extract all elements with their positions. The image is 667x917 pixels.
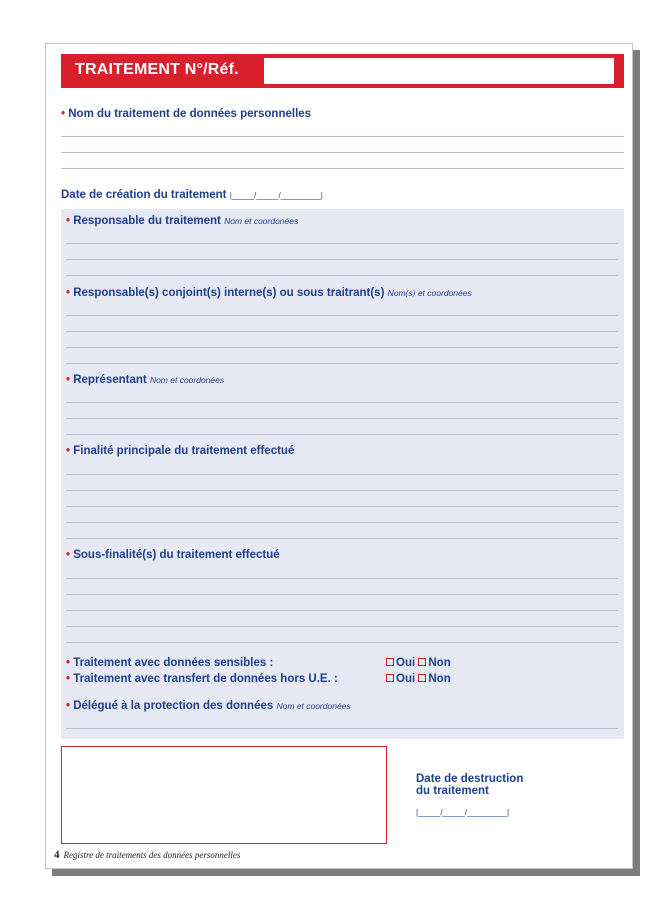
nom-line[interactable] — [61, 136, 624, 137]
destruction-title: Date de destruction du traitement — [416, 773, 524, 797]
finalite-line[interactable] — [66, 522, 618, 523]
checkbox-icon[interactable] — [386, 658, 394, 666]
representant-line[interactable] — [66, 418, 618, 419]
responsable-line[interactable] — [66, 259, 618, 260]
sensibles-label: • Traitement avec données sensibles : — [66, 657, 274, 669]
delegue-hint: Nom et coordonées — [276, 701, 351, 711]
sensibles-non: Non — [428, 657, 451, 669]
representant-label: • Représentant Nom et coordonées — [66, 374, 225, 386]
reference-input[interactable] — [264, 58, 614, 84]
bullet-icon: • — [66, 700, 71, 712]
representant-line[interactable] — [66, 402, 618, 403]
header-title: TRAITEMENT N°/Réf. — [75, 61, 239, 78]
bullet-icon: • — [66, 657, 71, 669]
nom-line[interactable] — [61, 152, 624, 153]
bullet-icon: • — [66, 374, 71, 386]
finalite-line[interactable] — [66, 490, 618, 491]
conjoint-line[interactable] — [66, 315, 618, 316]
checkbox-icon[interactable] — [386, 674, 394, 682]
page-footer — [54, 849, 240, 861]
representant-line[interactable] — [66, 434, 618, 435]
bullet-icon: • — [66, 215, 71, 227]
finalite-line[interactable] — [66, 506, 618, 507]
stamp-box[interactable] — [61, 746, 387, 844]
bullet-icon: • — [61, 108, 66, 120]
sous-finalite-line[interactable] — [66, 642, 618, 643]
finalite-line[interactable] — [66, 474, 618, 475]
conjoint-label: • Responsable(s) conjoint(s) interne(s) ou sous traitrant(s) Nom(s) et coordonées — [66, 287, 472, 299]
date-creation-field[interactable]: |_____/_____/_________| — [229, 191, 323, 200]
representant-hint: Nom et coordonées — [149, 375, 225, 385]
nom-label: • Nom du traitement de données personnelles — [61, 108, 312, 120]
responsable-hint: Nom et coordonées — [224, 216, 299, 226]
form-page — [45, 43, 633, 869]
responsable-label: • Responsable du traitement Nom et coordonées — [66, 215, 299, 227]
footer-text: Registre de traitements des données personnelles — [63, 850, 241, 860]
transfert-options — [386, 673, 451, 685]
sous-finalite-line[interactable] — [66, 610, 618, 611]
delegue-label: • Délégué à la protection des données Nom et coordonées — [66, 700, 351, 712]
conjoint-line[interactable] — [66, 331, 618, 332]
bullet-icon: • — [66, 445, 71, 457]
sous-finalite-line[interactable] — [66, 594, 618, 595]
delegue-line[interactable] — [66, 728, 618, 729]
sensibles-oui: Oui — [396, 657, 416, 669]
date-creation: Date de création du traitement |_____/_____/_________| — [61, 189, 323, 201]
sous-finalite-line[interactable] — [66, 626, 618, 627]
transfert-oui: Oui — [396, 673, 416, 685]
sous-finalite-line[interactable] — [66, 578, 618, 579]
checkbox-icon[interactable] — [418, 674, 426, 682]
transfert-non: Non — [428, 673, 451, 685]
header-banner — [61, 54, 624, 88]
transfert-label: • Traitement avec transfert de données hors U.E. : — [66, 673, 338, 685]
page-number: 4 — [54, 849, 60, 861]
bullet-icon: • — [66, 673, 71, 685]
finalite-line[interactable] — [66, 538, 618, 539]
responsable-line[interactable] — [66, 243, 618, 244]
conjoint-line[interactable] — [66, 363, 618, 364]
finalite-label: • Finalité principale du traitement effectué — [66, 445, 295, 457]
sensibles-options — [386, 657, 451, 669]
nom-line[interactable] — [61, 168, 624, 169]
conjoint-line[interactable] — [66, 347, 618, 348]
sous-finalite-label: • Sous-finalité(s) du traitement effectué — [66, 549, 280, 561]
bullet-icon: • — [66, 287, 71, 299]
responsable-line[interactable] — [66, 275, 618, 276]
bullet-icon: • — [66, 549, 71, 561]
checkbox-icon[interactable] — [418, 658, 426, 666]
destruction-date-field[interactable]: |_____/_____/_________| — [416, 808, 510, 817]
conjoint-hint: Nom(s) et coordonées — [387, 288, 472, 298]
